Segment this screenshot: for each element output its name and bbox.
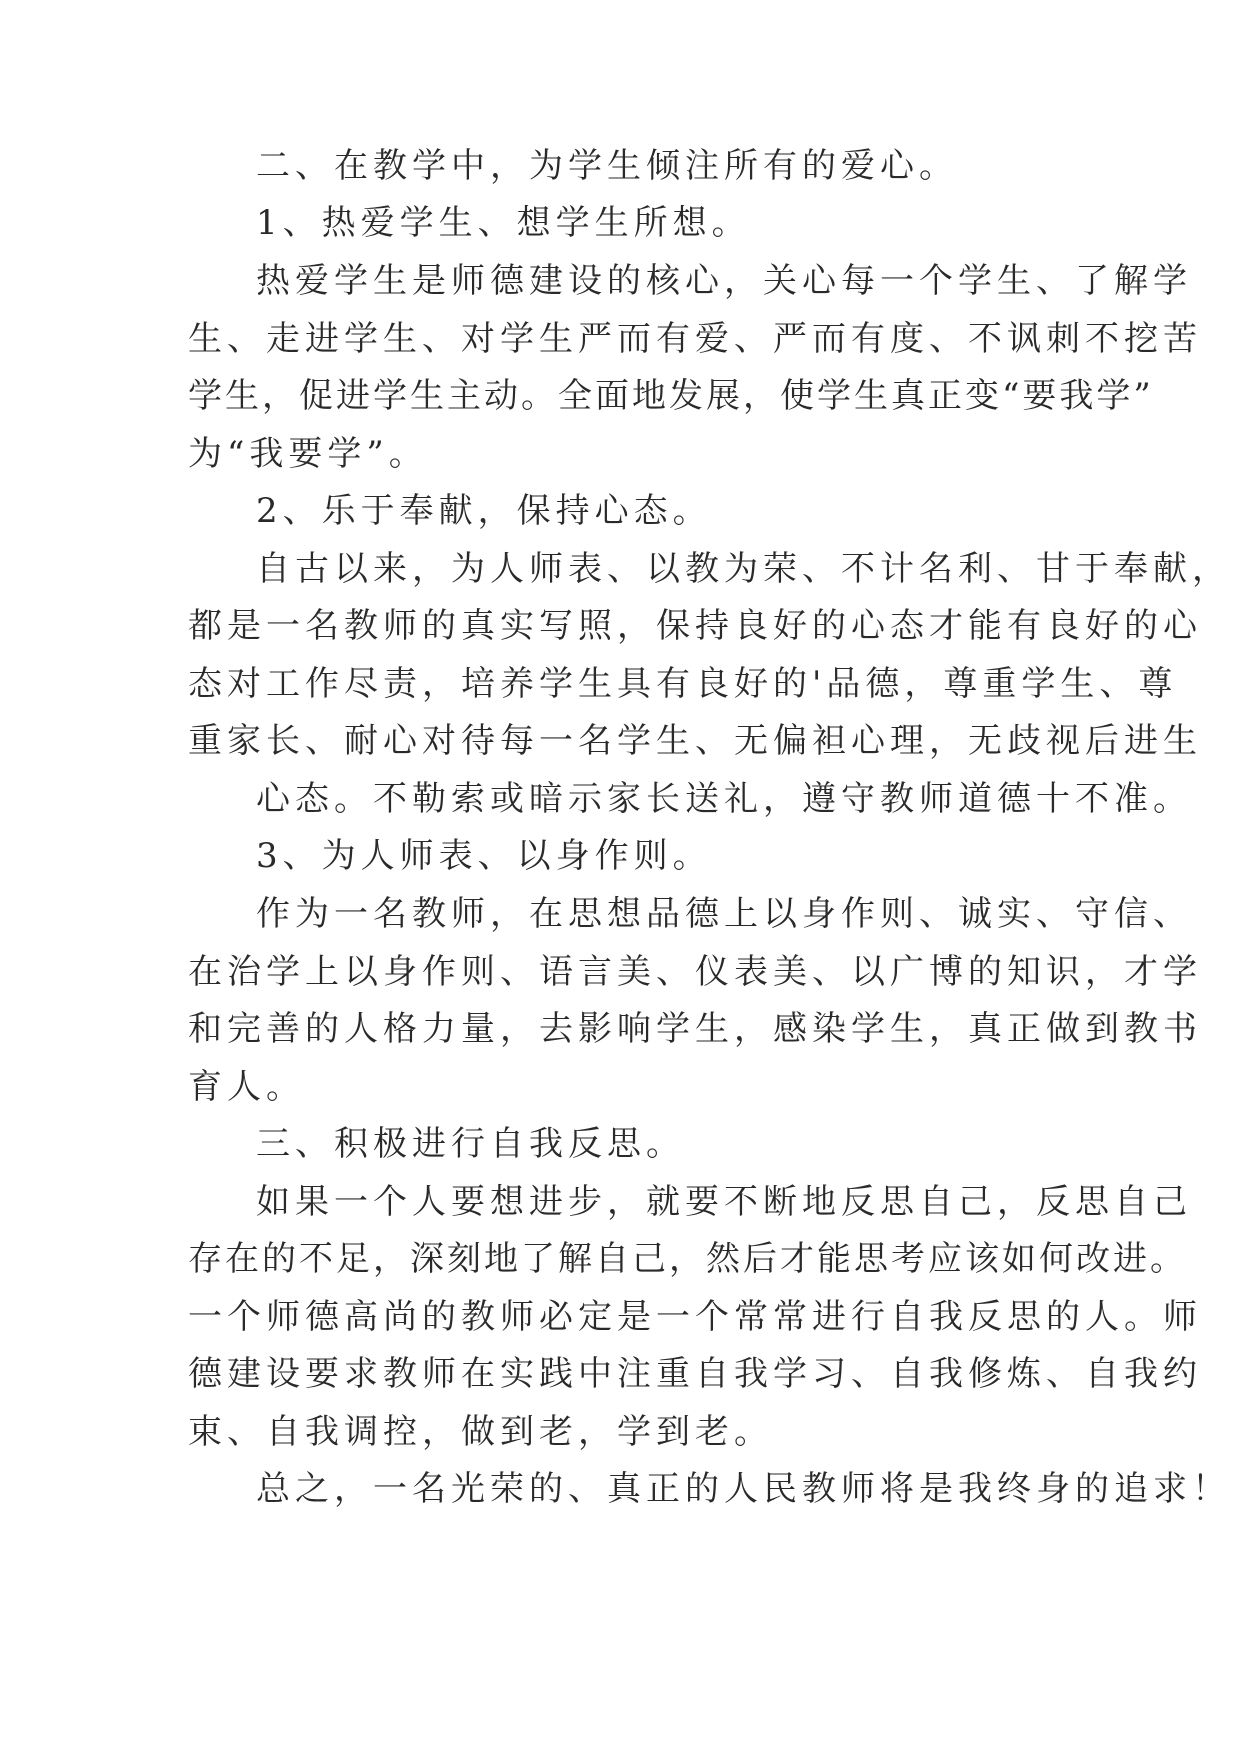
subheading-3: 3、为人师表、以身作则。 <box>256 836 712 876</box>
paragraph-line: 如果一个人要想进步，就要不断地反思自己，反思自己 <box>256 1182 1192 1222</box>
paragraph-line: 自古以来，为人师表、以教为荣、不计名利、甘于奉献， <box>256 549 1231 589</box>
paragraph-line: 存在的不足，深刻地了解自己，然后才能思考应该如何改进。 <box>188 1239 1187 1279</box>
subheading-1: 1、热爱学生、想学生所想。 <box>256 203 751 243</box>
paragraph-line: 都是一名教师的真实写照，保持良好的心态才能有良好的心 <box>188 606 1202 646</box>
paragraph-line: 学生，促进学生主动。全面地发展，使学生真正变“要我学” <box>188 376 1154 416</box>
paragraph-line: 作为一名教师，在思想品德上以身作则、诚实、守信、 <box>256 894 1192 934</box>
paragraph-line: 和完善的人格力量，去影响学生，感染学生，真正做到教书 <box>188 1009 1202 1049</box>
paragraph-line: 育人。 <box>188 1067 305 1107</box>
paragraph-line: 态对工作尽责，培养学生具有良好的'品德，尊重学生、尊 <box>188 664 1178 704</box>
paragraph-line: 一个师德高尚的教师必定是一个常常进行自我反思的人。师 <box>188 1297 1202 1337</box>
paragraph-line: 心态。不勒索或暗示家长送礼，遵守教师道德十不准。 <box>256 779 1192 819</box>
paragraph-line: 德建设要求教师在实践中注重自我学习、自我修炼、自我约 <box>188 1354 1202 1394</box>
paragraph-line: 为“我要学”。 <box>188 434 428 474</box>
closing-line: 总之，一名光荣的、真正的人民教师将是我终身的追求！ <box>256 1469 1231 1509</box>
section-heading-2: 二、在教学中，为学生倾注所有的爱心。 <box>256 146 958 186</box>
paragraph-line: 重家长、耐心对待每一名学生、无偏袒心理，无歧视后进生 <box>188 721 1202 761</box>
paragraph-line: 在治学上以身作则、语言美、仪表美、以广博的知识，才学 <box>188 952 1202 992</box>
paragraph-line: 生、走进学生、对学生严而有爱、严而有度、不讽刺不挖苦 <box>188 319 1202 359</box>
subheading-2: 2、乐于奉献，保持心态。 <box>256 491 712 531</box>
paragraph-line: 束、自我调控，做到老，学到老。 <box>188 1412 773 1452</box>
section-heading-3: 三、积极进行自我反思。 <box>256 1124 685 1164</box>
paragraph-line: 热爱学生是师德建设的核心，关心每一个学生、了解学 <box>256 261 1192 301</box>
